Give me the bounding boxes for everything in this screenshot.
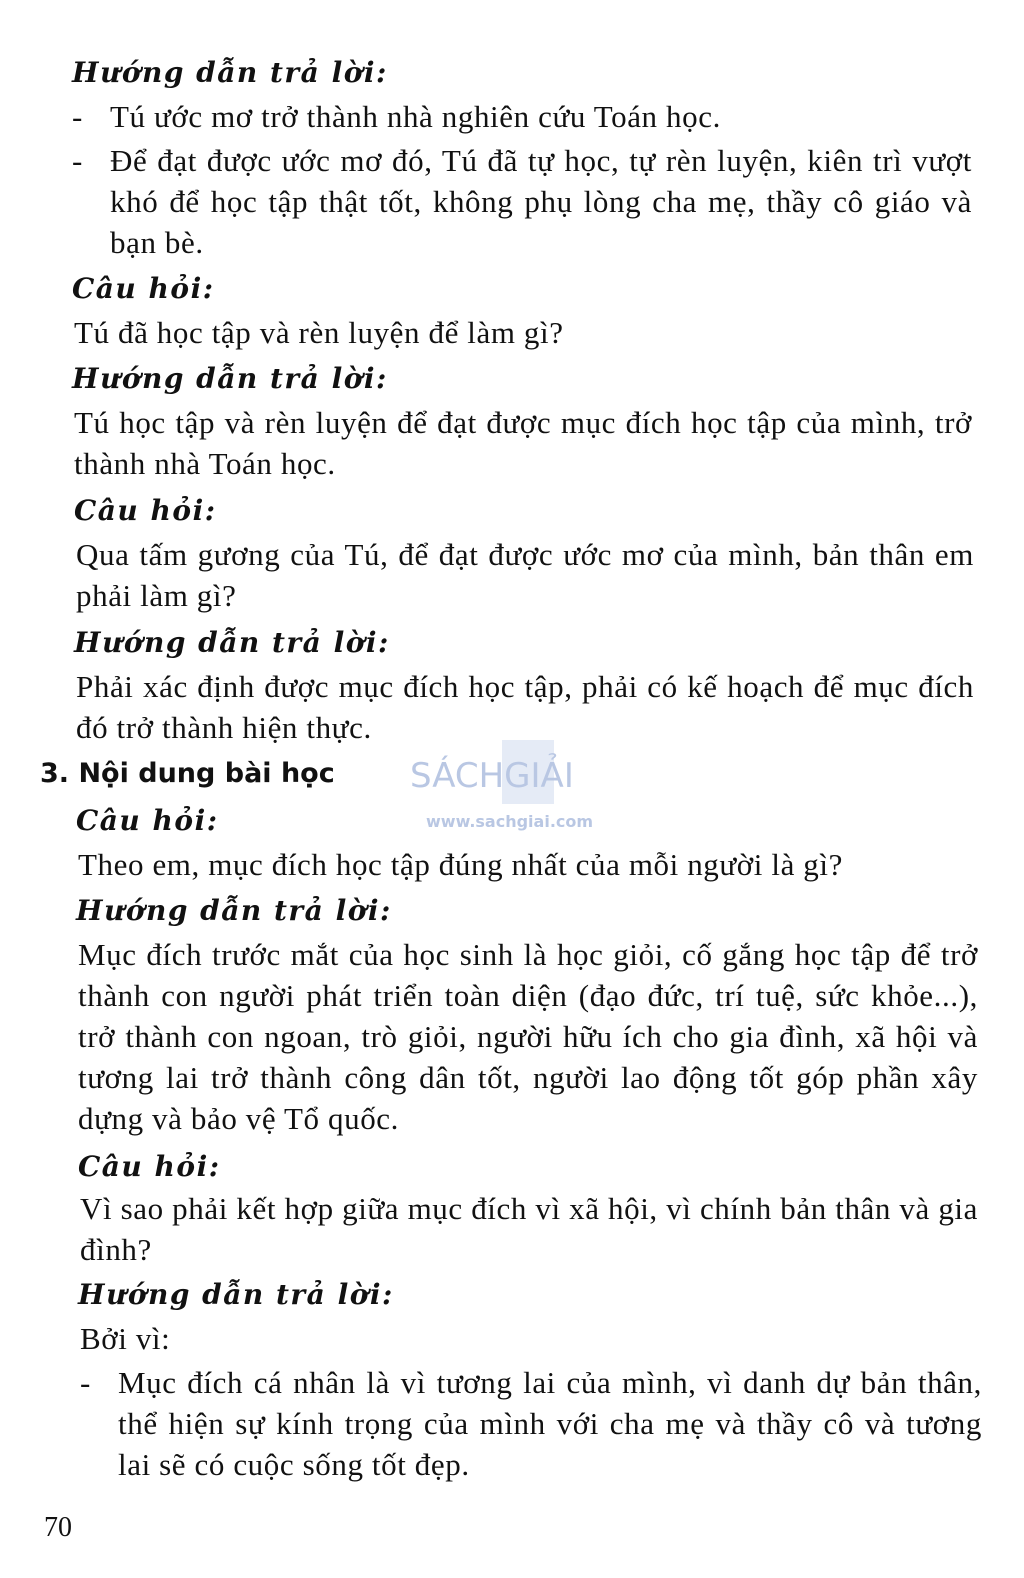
answer-text: Bởi vì: [80,1321,171,1356]
answer-text: Tú học tập và rèn luyện để đạt được mục đích học tập của mình, trở thành nhà Toán học. [74,405,972,481]
bullet-item [80,1362,982,1485]
answer-guide-heading: Hướng dẫn trả lời: [74,626,390,659]
question-heading: Câu hỏi: [76,804,219,837]
bullet-text: Tú ước mơ trở thành nhà nghiên cứu Toán học. [110,99,721,134]
bullet-dash: - [72,143,83,178]
page-number: 70 [44,1512,72,1543]
question-heading: Câu hỏi: [72,272,215,305]
bullet-item [72,140,972,263]
question-text: Qua tấm gương của Tú, để đạt được ước mơ của mình, bản thân em phải làm gì? [76,537,974,613]
question-heading: Câu hỏi: [78,1150,221,1183]
answer-text: Phải xác định được mục đích học tập, phải có kế hoạch để mục đích đó trở thành hiện thực. [76,669,974,745]
bullet-text: Mục đích cá nhân là vì tương lai của mình, vì danh dự bản thân, thể hiện sự kính trọng của mình với cha mẹ và thầy cô và tương lai sẽ có cuộc sống tốt đẹp. [118,1365,982,1482]
question-text: Vì sao phải kết hợp giữa mục đích vì xã hội, vì chính bản thân và gia đình? [80,1191,978,1267]
question-heading: Câu hỏi: [74,494,217,527]
bullet-dash: - [72,99,83,134]
bullet-item [72,96,972,137]
watermark-url: www.sachgiai.com [426,812,594,831]
section-title: 3. Nội dung bài học [40,758,335,789]
answer-guide-heading: Hướng dẫn trả lời: [78,1278,394,1311]
answer-guide-heading: Hướng dẫn trả lời: [72,56,388,89]
watermark-brand: SÁCHGIẢI [410,756,574,796]
answer-guide-heading: Hướng dẫn trả lời: [72,362,388,395]
answer-guide-heading: Hướng dẫn trả lời: [76,894,392,927]
bullet-text: Để đạt được ước mơ đó, Tú đã tự học, tự rèn luyện, kiên trì vượt khó để học tập thật tốt, không phụ lòng cha mẹ, thầy cô giáo và bạn bè. [110,143,972,260]
watermark [406,736,616,836]
question-text: Theo em, mục đích học tập đúng nhất của mỗi người là gì? [78,847,843,882]
question-text: Tú đã học tập và rèn luyện để làm gì? [74,315,564,350]
answer-text: Mục đích trước mắt của học sinh là học giỏi, cố gắng học tập để trở thành con người phát triển toàn diện (đạo đức, trí tuệ, sức khỏe...), trở thành con ngoan, trò giỏi, người hữu ích cho gia đình, xã hội và tương lai trở thành công dân tốt, người lao động tốt góp phần xây dựng và bảo vệ Tổ quốc. [78,937,978,1136]
bullet-dash: - [80,1365,91,1400]
